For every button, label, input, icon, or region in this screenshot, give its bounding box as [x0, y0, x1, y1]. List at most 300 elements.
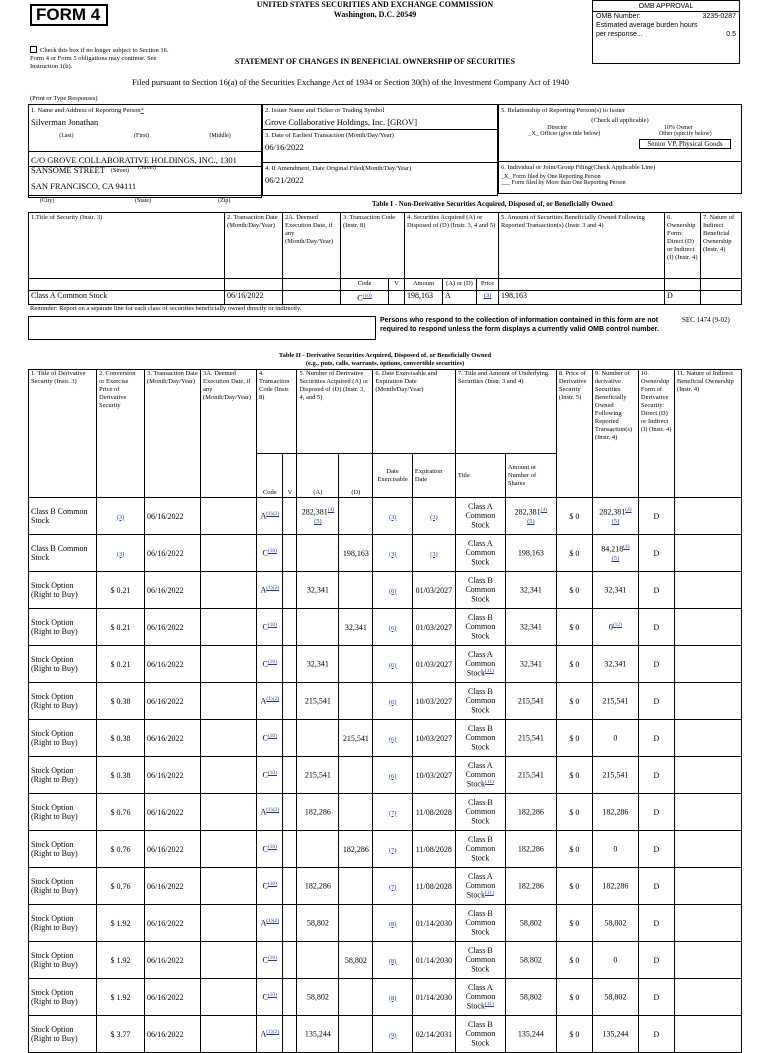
section16-checkbox[interactable] — [30, 46, 37, 53]
t2-conv-cell — [97, 646, 145, 683]
t2-dex-cell — [373, 572, 413, 609]
t2-nature-cell — [674, 831, 741, 868]
t2-nature-cell — [674, 720, 741, 757]
t2-acquired: 135,244 — [304, 1029, 331, 1039]
t2-code: C — [262, 881, 268, 891]
t2-date-cell — [145, 572, 201, 609]
t2-conv-cell — [97, 720, 145, 757]
t2-code-fn[interactable]: (1)(2) — [266, 585, 280, 592]
t2-dex-cell — [373, 942, 413, 979]
t2-exp: 01/03/2027 — [415, 622, 453, 632]
t2-owned: 282,381 — [599, 507, 626, 517]
t2-shares: 58,802 — [519, 955, 542, 965]
t1-ad: A — [443, 291, 477, 305]
t2-code-fn[interactable]: (10) — [267, 770, 277, 777]
t2-form-cell — [638, 868, 674, 905]
t2-conv-cell — [97, 572, 145, 609]
t2-dex-cell — [373, 683, 413, 720]
t2-conv-cell — [97, 683, 145, 720]
t2-code: C — [262, 992, 268, 1002]
t2-title-cell — [455, 1016, 505, 1053]
t2-acquired: 182,286 — [304, 881, 331, 891]
t2-owned: 84,218 — [601, 544, 624, 554]
t2-dex-h: Date Exercisable — [373, 454, 413, 498]
t2-owned-cell — [592, 831, 638, 868]
t2-exp[interactable]: (3) — [430, 513, 438, 521]
t2-acquired: 32,341 — [306, 659, 329, 669]
t2-form: D — [653, 807, 660, 817]
t2-exp: 01/03/2027 — [415, 585, 453, 595]
reporting-city: SAN FRANCISCO, CA 94111 — [31, 181, 137, 191]
t2-title-fn[interactable]: (11) — [484, 1001, 494, 1008]
t2-o-fn[interactable]: (4) — [623, 543, 630, 550]
t2-conv-cell — [97, 794, 145, 831]
t2-owned: 58,802 — [604, 918, 627, 928]
t2-nature-cell — [674, 683, 741, 720]
t2-exp-cell — [412, 794, 455, 831]
t2-date: 06/16/2022 — [147, 1029, 184, 1039]
t2-code-cell — [257, 572, 283, 609]
t2-form-cell — [638, 609, 674, 646]
t2-s-fn[interactable]: (4) — [540, 506, 548, 513]
t1-v-h: V — [389, 279, 405, 291]
t2-conv[interactable]: (3) — [116, 550, 125, 558]
t2-owned-cell — [592, 794, 638, 831]
t2-date-ex[interactable]: (6) — [388, 772, 397, 780]
t2-conv: $ 1.92 — [110, 955, 131, 965]
t2-owned-cell — [592, 683, 638, 720]
t2-shares-cell — [505, 979, 556, 1016]
t2-v-cell — [283, 979, 297, 1016]
t2-o-fn2[interactable]: (5) — [611, 518, 620, 526]
first-label: (First) — [133, 133, 149, 139]
form-title: FORM 4 — [30, 4, 108, 26]
t2-security-cell — [29, 535, 97, 572]
t2-conv-cell — [97, 868, 145, 905]
t2-exp: 11/08/2028 — [415, 807, 452, 817]
t2-form: D — [653, 511, 660, 521]
t2-date-ex[interactable]: (9) — [388, 1031, 397, 1039]
t2-form-cell — [638, 831, 674, 868]
t2-date-cell — [145, 831, 201, 868]
t2-date: 06/16/2022 — [147, 548, 184, 558]
box1-footnote[interactable]: * — [140, 107, 144, 114]
t2-date-cell — [145, 942, 201, 979]
state-label: (State) — [135, 198, 151, 204]
t2-code-cell — [257, 535, 283, 572]
t2-a-fn2[interactable]: (5) — [314, 518, 322, 526]
amendment-box — [262, 163, 498, 196]
t2-price: $ 0 — [569, 511, 580, 521]
t2-owned: 215,541 — [602, 770, 629, 780]
t2-code-fn[interactable]: (1)(2) — [266, 511, 280, 518]
t2-form-cell — [638, 720, 674, 757]
t2-v-cell — [283, 609, 297, 646]
table2-row — [29, 942, 742, 979]
t2-security-cell — [29, 646, 97, 683]
t2-nature-cell — [674, 942, 741, 979]
other-label: Other (specify below) — [658, 131, 712, 137]
t2-shares: 182,286 — [517, 844, 544, 854]
t1-ad-h: (A) or (D) — [443, 279, 477, 291]
officer-title: Senior VP, Physical Goods — [639, 139, 731, 149]
t2-date: 06/16/2022 — [147, 770, 184, 780]
t2-v-cell — [283, 683, 297, 720]
t2-owned: 0 — [613, 955, 618, 965]
t2-h3a: 3A. Deemed Execution Date, if any (Month/Day/Year) — [201, 370, 257, 498]
t1-h2: 2. Transaction Date (Month/Day/Year) — [225, 213, 283, 279]
t2-title: Class B Common Stock — [465, 613, 496, 641]
t2-date-ex[interactable]: (6) — [388, 735, 397, 743]
t2-exp[interactable]: (3) — [430, 550, 438, 558]
relationship-box — [498, 104, 742, 162]
t2-code-fn[interactable]: (10) — [267, 622, 277, 629]
t2-a-cell — [297, 683, 339, 720]
agency-name: UNITED STATES SECURITIES AND EXCHANGE COMMISSION — [256, 0, 494, 9]
t2-conv-cell — [97, 609, 145, 646]
t2-nature-cell — [674, 609, 741, 646]
t2-owned: 0 — [613, 844, 618, 854]
filed-pursuant: Filed pursuant to Section 16(a) of the Securities Exchange Act of 1934 or Section 30(h) of the Investment Company Act of 1940 — [132, 77, 569, 87]
t2-title-cell — [455, 905, 505, 942]
t2-date: 06/16/2022 — [147, 585, 184, 595]
statement-title: STATEMENT OF CHANGES IN BENEFICIAL OWNERSHIP OF SECURITIES — [234, 57, 516, 66]
t2-exp-cell — [412, 535, 455, 572]
t2-conv: $ 1.92 — [110, 918, 131, 928]
t2-a-cell — [297, 498, 339, 535]
t2-code: C — [262, 659, 268, 669]
t2-security-cell — [29, 979, 97, 1016]
t2-a-cell — [297, 609, 339, 646]
t2-date-ex[interactable]: (8) — [388, 994, 397, 1002]
t2-title: Class A Common Stock — [465, 502, 496, 530]
middle-label: (Middle) — [209, 133, 231, 139]
t2-title: Class B Common Stock — [465, 1020, 496, 1048]
t2-security: Stock Option (Right to Buy) — [31, 729, 78, 747]
t2-deemed-cell — [201, 905, 257, 942]
t2-price-cell — [556, 498, 592, 535]
t2-code-fn[interactable]: (10) — [267, 955, 277, 962]
t2-date-ex[interactable]: (6) — [388, 587, 397, 595]
t2-code-fn[interactable]: (10) — [267, 844, 277, 851]
t2-shares: 32,341 — [519, 585, 542, 595]
table2-heading — [200, 352, 570, 368]
t1-code-fn[interactable]: (10) — [362, 293, 372, 299]
t2-conv: $ 0.21 — [110, 622, 131, 632]
filing-more: ___ Form filed by More than One Reporting Person — [501, 180, 626, 186]
t2-exp: 01/14/2030 — [415, 918, 453, 928]
t2-price-cell — [556, 757, 592, 794]
t2-code-cell — [257, 757, 283, 794]
t2-date: 06/16/2022 — [147, 622, 184, 632]
t2-code-cell — [257, 609, 283, 646]
t2-code-h: Code — [257, 454, 283, 498]
t2-title-cell — [455, 831, 505, 868]
t2-date: 06/16/2022 — [147, 733, 184, 743]
t1-h1: 1.Title of Security (Instr. 3) — [29, 213, 225, 279]
t2-deemed-cell — [201, 979, 257, 1016]
t2-a-cell — [297, 979, 339, 1016]
t2-owned-cell — [592, 868, 638, 905]
t2-owned: 182,286 — [602, 881, 629, 891]
t2-h7: 7. Title and Amount of Underlying Securities (Instr. 3 and 4) — [455, 370, 556, 454]
city-box — [28, 166, 262, 196]
t2-code-cell — [257, 1016, 283, 1053]
t1-amount: 198,163 — [405, 291, 443, 305]
t2-shares-cell — [505, 831, 556, 868]
box5-sub: (Check all applicable) — [591, 117, 649, 124]
t2-title: Class B Common Stock — [465, 687, 496, 715]
issuer-box — [262, 104, 498, 130]
t2-nature-cell — [674, 868, 741, 905]
omb-number-label: OMB Number: — [596, 13, 641, 20]
t2-conv-cell — [97, 942, 145, 979]
t2-security-cell — [29, 905, 97, 942]
t2-security: Stock Option (Right to Buy) — [31, 766, 78, 784]
table2-row — [29, 535, 742, 572]
t2-date-ex[interactable]: (3) — [388, 550, 397, 558]
t2-date-ex[interactable]: (8) — [388, 920, 397, 928]
t2-price: $ 0 — [569, 585, 580, 595]
t2-title-cell — [455, 646, 505, 683]
t2-price: $ 0 — [569, 548, 580, 558]
box2-label: 2. Issuer Name and Ticker or Trading Symbol — [265, 107, 385, 114]
t2-date-cell — [145, 498, 201, 535]
persons-note: Persons who respond to the collection of information contained in this form are not required to respond unless the form displays a currently valid OMB control number. — [380, 317, 659, 333]
table1 — [28, 212, 742, 305]
t2-security-cell — [29, 757, 97, 794]
t2-code: C — [262, 955, 268, 965]
t2-v-cell — [283, 535, 297, 572]
city-label: (City) — [40, 198, 55, 204]
t2-code-fn[interactable]: (1)(2) — [266, 696, 280, 703]
t2-code-fn[interactable]: (10) — [267, 548, 277, 555]
box6-label: 6. Individual or Joint/Group Filing(Check Applicable Line) — [501, 164, 656, 171]
t2-shares: 182,286 — [517, 807, 544, 817]
t2-shares: 215,541 — [517, 770, 544, 780]
t2-price: $ 0 — [569, 844, 580, 854]
t2-shares-cell — [505, 757, 556, 794]
t1-price[interactable]: (3) — [483, 292, 492, 299]
t2-date-cell — [145, 979, 201, 1016]
t2-deemed-cell — [201, 683, 257, 720]
table1-row — [29, 291, 742, 305]
t2-a-cell — [297, 942, 339, 979]
t2-price-cell — [556, 794, 592, 831]
t2-price-cell — [556, 572, 592, 609]
t2-title-cell — [455, 683, 505, 720]
t2-exp-cell — [412, 868, 455, 905]
t2-form: D — [653, 585, 660, 595]
t2-title: Class B Common Stock — [465, 909, 496, 937]
t2-code-fn[interactable]: (10) — [267, 659, 277, 666]
t2-exp-h: Expiration Date — [412, 454, 455, 498]
t2-form: D — [653, 548, 660, 558]
t2-d-cell — [339, 720, 373, 757]
t2-title-fn[interactable]: (11) — [484, 890, 494, 897]
t2-title-cell — [455, 794, 505, 831]
t2-shares-cell — [505, 942, 556, 979]
t2-owned: 182,286 — [602, 807, 629, 817]
t2-price: $ 0 — [569, 659, 580, 669]
t2-price: $ 0 — [569, 881, 580, 891]
t2-date-cell — [145, 794, 201, 831]
t2-conv-cell — [97, 1016, 145, 1053]
t2-title: Class A Common Stock — [465, 539, 496, 567]
t2-o-fn[interactable]: (12) — [612, 622, 622, 629]
t1-amount-h: Amount — [405, 279, 443, 291]
t2-code-cell — [257, 720, 283, 757]
table2-row — [29, 646, 742, 683]
t2-code-cell — [257, 831, 283, 868]
t2-date-ex[interactable]: (3) — [388, 513, 397, 521]
t2-exp-cell — [412, 979, 455, 1016]
t2-shares-cell — [505, 646, 556, 683]
omb-title: OMB APPROVAL — [593, 1, 739, 12]
t2-code-fn[interactable]: (1)(2) — [266, 1029, 280, 1036]
t2-acquired: 58,802 — [306, 918, 329, 928]
t2-code-fn[interactable]: (10) — [267, 881, 277, 888]
t2-v-cell — [283, 868, 297, 905]
table2-row — [29, 794, 742, 831]
box4-label: 4. If Amendment, Date Original Filed(Month/Day/Year) — [265, 165, 412, 172]
t2-title-h: Title — [455, 454, 505, 498]
t2-shares: 198,163 — [517, 548, 544, 558]
t2-exp: 10/03/2027 — [415, 770, 453, 780]
box1-label: 1. Name and Address of Reporting Person — [31, 107, 141, 114]
t1-form: D — [665, 291, 701, 305]
t2-date-ex[interactable]: (6) — [388, 624, 397, 632]
t2-date: 06/16/2022 — [147, 992, 184, 1002]
t2-owned: 32,341 — [604, 585, 627, 595]
t2-form-cell — [638, 498, 674, 535]
t2-title-cell — [455, 979, 505, 1016]
t2-acquired: 215,541 — [304, 770, 331, 780]
t2-exp: 01/03/2027 — [415, 659, 453, 669]
t2-d-cell — [339, 535, 373, 572]
t2-code-fn[interactable]: (1)(2) — [266, 918, 280, 925]
t2-title: Class A Common Stock — [465, 872, 496, 900]
t2-dex-cell — [373, 868, 413, 905]
t1-security: Class A Common Stock — [29, 291, 225, 305]
street-caption: (Street) — [111, 168, 129, 174]
t2-code-fn[interactable]: (10) — [267, 992, 277, 999]
t2-form-cell — [638, 979, 674, 1016]
t2-title: Class B Common Stock — [465, 798, 496, 826]
t2-d-cell — [339, 1016, 373, 1053]
t2-v-cell — [283, 757, 297, 794]
filing-type-box — [498, 162, 742, 194]
t2-acquired: 182,286 — [304, 807, 331, 817]
t2-dex-cell — [373, 535, 413, 572]
t2-shares-cell — [505, 683, 556, 720]
t2-d-h: (D) — [339, 454, 373, 498]
t2-code-fn[interactable]: (1)(2) — [266, 807, 280, 814]
t2-h5: 5. Number of Derivative Securities Acquired (A) or Disposed of (D) (Instr. 3, 4, and 5) — [297, 370, 373, 454]
t2-shares: 215,541 — [517, 696, 544, 706]
t2-a-fn[interactable]: (4) — [327, 506, 335, 513]
t2-conv: $ 0.21 — [110, 585, 131, 595]
t2-nature-cell — [674, 979, 741, 1016]
t2-title: Class A Common Stock — [465, 983, 496, 1011]
t2-date: 06/16/2022 — [147, 844, 184, 854]
t2-d-cell — [339, 683, 373, 720]
reporting-address: C/O GROVE COLLABORATIVE HOLDINGS, INC., 1301 SANSOME STREET — [31, 155, 237, 175]
t2-owned-cell — [592, 535, 638, 572]
t2-form-cell — [638, 646, 674, 683]
t2-code-fn[interactable]: (10) — [267, 733, 277, 740]
t2-security: Stock Option (Right to Buy) — [31, 988, 78, 1006]
t1-owned: 198,163 — [499, 291, 665, 305]
table2-row — [29, 757, 742, 794]
t2-date-cell — [145, 1016, 201, 1053]
t2-date-ex[interactable]: (8) — [388, 957, 397, 965]
t1-date: 06/16/2022 — [225, 291, 283, 305]
t2-deemed-cell — [201, 831, 257, 868]
t2-exp: 02/14/2031 — [415, 1029, 453, 1039]
t2-d-cell — [339, 757, 373, 794]
t2-shares-cell — [505, 535, 556, 572]
t2-conv: $ 0.76 — [110, 807, 131, 817]
t2-price: $ 0 — [569, 733, 580, 743]
t2-conv: $ 0.76 — [110, 881, 131, 891]
owner-label: 10% Owner — [663, 125, 693, 131]
t2-title-cell — [455, 498, 505, 535]
t2-code-cell — [257, 794, 283, 831]
t2-shares: 32,341 — [519, 659, 542, 669]
t2-v-cell — [283, 498, 297, 535]
t2-security-cell — [29, 1016, 97, 1053]
t2-form: D — [653, 696, 660, 706]
t2-conv[interactable]: (3) — [116, 513, 125, 521]
t2-title: Class B Common Stock — [465, 576, 496, 604]
t2-title-cell — [455, 572, 505, 609]
t2-conv: $ 1.92 — [110, 992, 131, 1002]
reporting-person-box — [28, 104, 262, 152]
t2-date-cell — [145, 905, 201, 942]
t2-v-cell — [283, 1016, 297, 1053]
t2-code-cell — [257, 942, 283, 979]
t2-form-cell — [638, 905, 674, 942]
t2-title-fn[interactable]: (11) — [484, 668, 494, 675]
t2-disposed: 182,286 — [342, 844, 369, 854]
table1-title: Table I - Non-Derivative Securities Acquired, Disposed of, or Beneficially Owned — [372, 200, 613, 208]
t2-disposed: 32,341 — [344, 622, 367, 632]
t2-date-ex[interactable]: (7) — [388, 846, 397, 854]
t2-owned-cell — [592, 646, 638, 683]
t1-h3: 3. Transaction Code (Instr. 8) — [341, 213, 405, 279]
t2-code: A — [260, 585, 267, 595]
filing-one: _X_ Form filed by One Reporting Person — [501, 174, 601, 180]
t2-title-fn[interactable]: (11) — [484, 779, 494, 786]
t2-date-ex[interactable]: (6) — [388, 661, 397, 669]
t2-form-cell — [638, 942, 674, 979]
t2-o-fn2[interactable]: (5) — [611, 555, 620, 563]
earliest-date: 06/16/2022 — [265, 142, 304, 152]
t2-dex-cell — [373, 757, 413, 794]
t2-owned-cell — [592, 979, 638, 1016]
t2-date-ex[interactable]: (7) — [388, 809, 397, 817]
t2-form: D — [653, 918, 660, 928]
t2-s-fn2[interactable]: (5) — [527, 518, 535, 526]
t2-price: $ 0 — [569, 1029, 580, 1039]
t2-a-cell — [297, 572, 339, 609]
t2-acquired: 282,381 — [301, 507, 328, 517]
t2-date-ex[interactable]: (7) — [388, 883, 397, 891]
t2-date-ex[interactable]: (6) — [388, 698, 397, 706]
t2-o-fn[interactable]: (4) — [625, 506, 632, 513]
t2-form-cell — [638, 1016, 674, 1053]
